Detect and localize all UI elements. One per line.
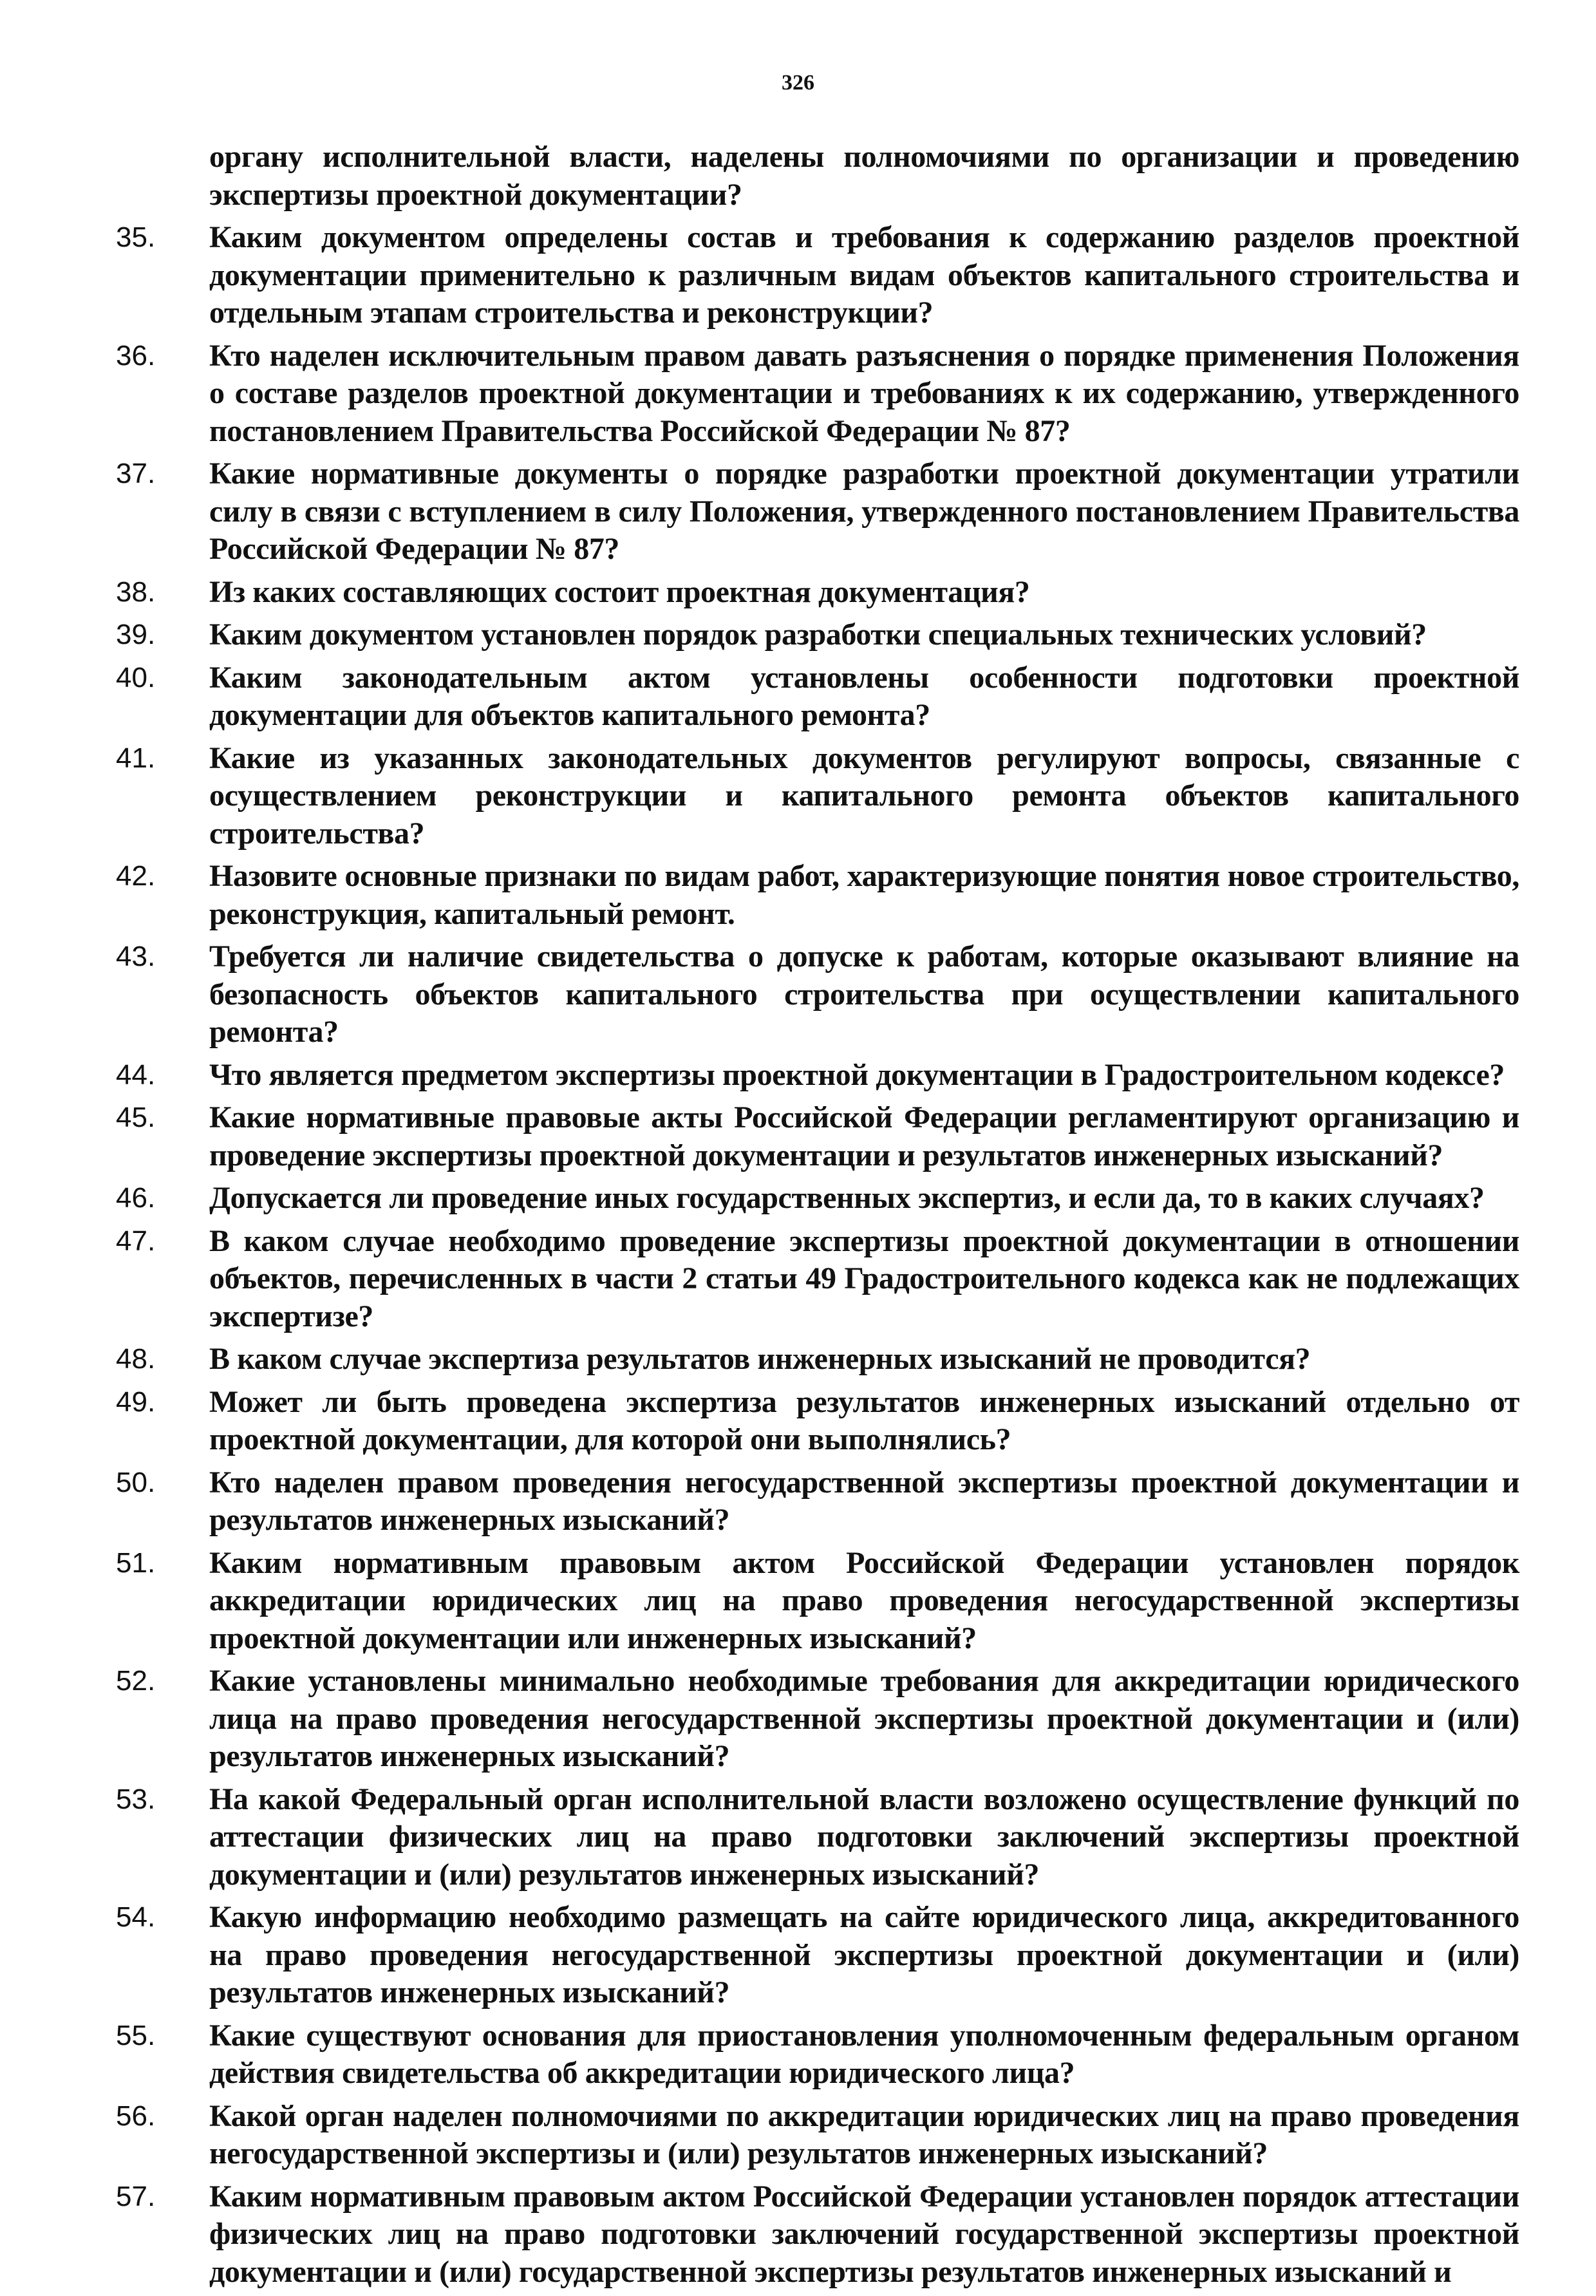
question-text: Какую информацию необходимо размещать на сайте юридического лица, аккредитованного на право проведения негосударственной экспертизы проектной документации и (или) результатов инженерных изысканий?	[209, 1900, 1519, 2009]
page-number: 326	[782, 71, 814, 95]
question-number: 36.	[116, 339, 156, 372]
question-item	[116, 2017, 1519, 2093]
question-item	[116, 1781, 1519, 1894]
question-item	[116, 2098, 1519, 2173]
question-text: Из каких составляющих состоит проектная документация?	[209, 574, 1030, 609]
question-text: Каким документом установлен порядок разработки специальных технических условий?	[209, 617, 1427, 652]
question-number: 53.	[116, 1783, 156, 1815]
question-text: Какие из указанных законодательных документов регулируют вопросы, связанные с осуществлением реконструкции и капитального ремонта объектов капитального строительства?	[209, 740, 1519, 851]
question-number: 55.	[116, 2019, 156, 2051]
question-number: 46.	[116, 1182, 156, 1214]
question-item	[116, 1899, 1519, 2012]
question-item	[116, 1057, 1519, 1095]
question-number: 47.	[116, 1225, 156, 1257]
question-text: Какие нормативные документы о порядке разработки проектной документации утратили силу в связи с вступлением в силу Положения, утвержденного постановлением Правительства Российской Федерации № 87?	[209, 456, 1519, 566]
question-text: Назовите основные признаки по видам работ, характеризующие понятия новое строительство, реконструкция, капитальный ремонт.	[209, 859, 1519, 931]
question-item	[116, 1341, 1519, 1379]
question-text: Допускается ли проведение иных государственных экспертиз, и если да, то в каких случаях?	[209, 1181, 1485, 1215]
question-item	[116, 574, 1519, 612]
question-number: 37.	[116, 458, 156, 489]
question-item	[116, 1545, 1519, 1658]
question-number: 45.	[116, 1102, 156, 1133]
question-text: На какой Федеральный орган исполнительной власти возложено осуществление функций по аттестации физических лиц на право подготовки заключений экспертизы проектной документации и (или) результатов инженерных изысканий?	[209, 1782, 1519, 1892]
question-text: Каким нормативным правовым актом Российской Федерации установлен порядок аккредитации юридических лиц на право проведения негосударственной экспертизы проектной документации или инженерных изысканий?	[209, 1545, 1519, 1655]
question-text: Каким документом определены состав и требования к содержанию разделов проектной документации применительно к различным видам объектов капитального строительства и отдельным этапам строительства и реконструкции?	[209, 220, 1519, 330]
question-item	[116, 219, 1519, 332]
question-number: 54.	[116, 1901, 156, 1933]
question-item	[116, 1662, 1519, 1776]
question-text: Кто наделен исключительным правом давать разъяснения о порядке применения Положения о составе разделов проектной документации и требованиях к их содержанию, утвержденного постановлением Правительства Российской Федерации № 87?	[209, 338, 1519, 448]
question-list	[116, 138, 1519, 2296]
question-text: В каком случае экспертиза результатов инженерных изысканий не проводится?	[209, 1342, 1311, 1376]
question-text: Может ли быть проведена экспертиза результатов инженерных изысканий отдельно от проектной документации, для которой они выполнялись?	[209, 1384, 1519, 1456]
question-text: Каким нормативным правовым актом Российской Федерации установлен порядок аттестации физических лиц на право подготовки заключений государственной экспертизы проектной документации и (или) государственной экспертизы результатов инженерных изысканий и	[209, 2179, 1519, 2289]
question-number: 56.	[116, 2100, 156, 2132]
question-item	[116, 2178, 1519, 2291]
question-number: 43.	[116, 941, 156, 972]
question-item	[116, 337, 1519, 451]
question-number: 48.	[116, 1343, 156, 1375]
question-text: Каким законодательным актом установлены особенности подготовки проектной документации для объектов капитального ремонта?	[209, 660, 1519, 732]
question-item	[116, 455, 1519, 569]
question-text: Какие существуют основания для приостановления уполномоченным федеральным органом действия свидетельства об аккредитации юридического лица?	[209, 2018, 1519, 2090]
question-item	[116, 938, 1519, 1051]
question-text: Какие нормативные правовые акты Российской Федерации регламентируют организацию и проведение экспертизы проектной документации и результатов инженерных изысканий?	[209, 1100, 1519, 1172]
question-text: Что является предметом экспертизы проектной документации в Градостроительном кодексе?	[209, 1057, 1505, 1092]
question-item	[116, 740, 1519, 853]
question-text: Требуется ли наличие свидетельства о допуске к работам, которые оказывают влияние на безопасность объектов капитального строительства при осуществлении капитального ремонта?	[209, 939, 1519, 1049]
question-number: 38.	[116, 576, 156, 608]
question-text: Какие установлены минимально необходимые требования для аккредитации юридического лица на право проведения негосударственной экспертизы проектной документации и (или) результатов инженерных изысканий?	[209, 1664, 1519, 1773]
question-number: 51.	[116, 1547, 156, 1579]
question-number: 57.	[116, 2180, 156, 2212]
question-text: В каком случае необходимо проведение экспертизы проектной документации в отношении объектов, перечисленных в части 2 статьи 49 Градостроительного кодекса как не подлежащих экспертизе?	[209, 1223, 1519, 1333]
question-text: Кто наделен правом проведения негосударственной экспертизы проектной документации и результатов инженерных изысканий?	[209, 1465, 1519, 1537]
question-number: 49.	[116, 1386, 156, 1418]
question-item	[116, 1464, 1519, 1539]
continuation-paragraph	[116, 138, 1519, 214]
question-number: 40.	[116, 661, 156, 693]
question-item	[116, 1180, 1519, 1218]
question-number: 44.	[116, 1059, 156, 1091]
question-item	[116, 858, 1519, 933]
question-item	[116, 616, 1519, 654]
question-item	[116, 659, 1519, 735]
question-item	[116, 1384, 1519, 1459]
question-number: 52.	[116, 1665, 156, 1697]
question-number: 39.	[116, 619, 156, 650]
question-item	[116, 1223, 1519, 1336]
question-text: Какой орган наделен полномочиями по аккредитации юридических лиц на право проведения негосударственной экспертизы и (или) результатов инженерных изысканий?	[209, 2098, 1519, 2170]
question-number: 35.	[116, 221, 156, 253]
question-item	[116, 1099, 1519, 1174]
question-number: 42.	[116, 860, 156, 892]
question-number: 50.	[116, 1466, 156, 1498]
continuation-text: органу исполнительной власти, наделены полномочиями по организации и проведению экспертизы проектной документации?	[209, 140, 1519, 212]
question-number: 41.	[116, 742, 156, 774]
